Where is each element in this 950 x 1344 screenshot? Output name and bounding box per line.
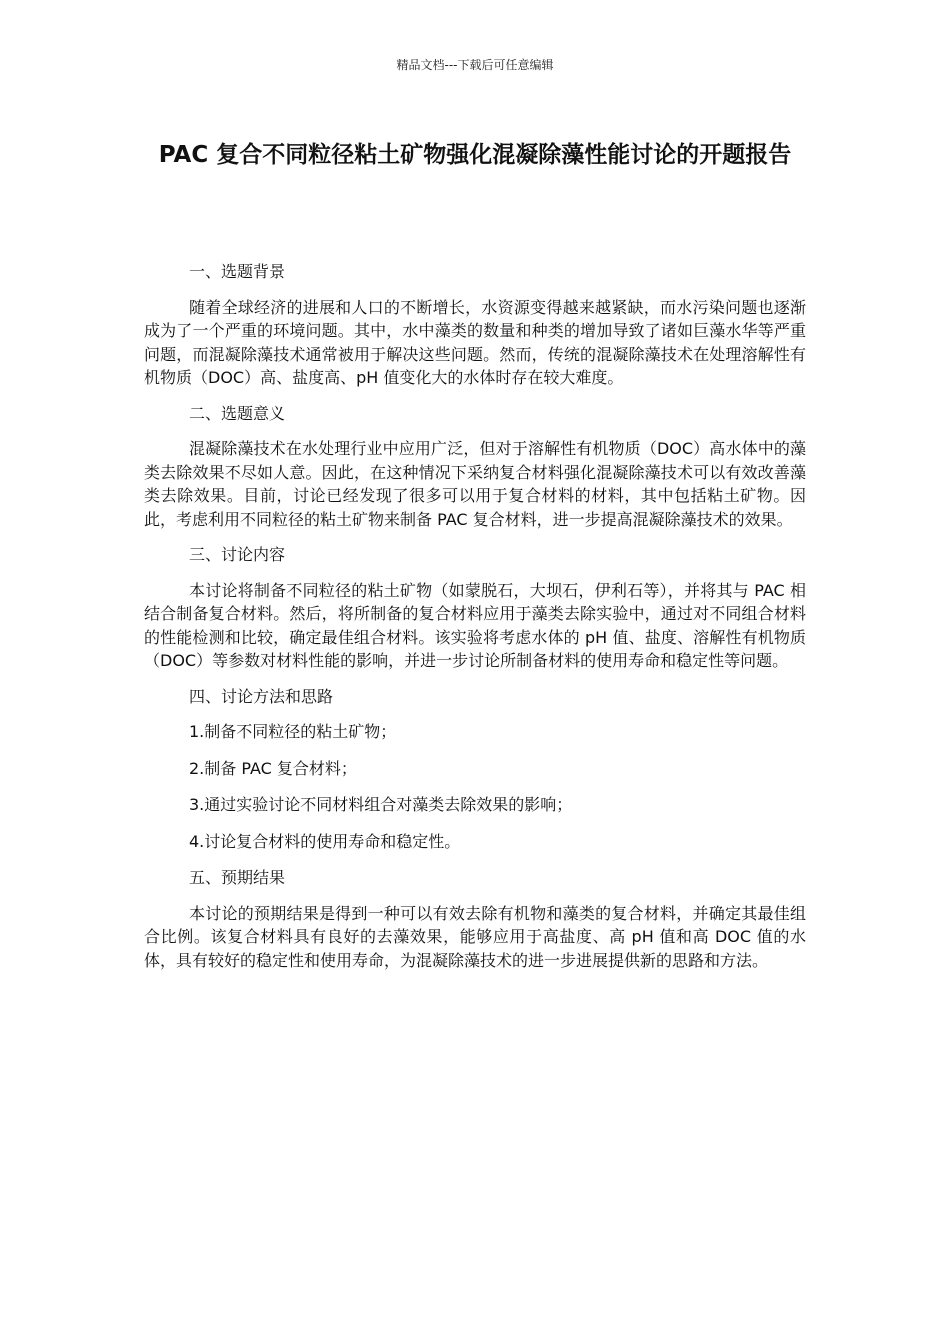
section-paragraph-significance: 混凝除藻技术在水处理行业中应用广泛，但对于溶解性有机物质（DOC）高水体中的藻类去除效果不尽如人意。因此，在这种情况下采纳复合材料强化混凝除藻技术可以有效改善藻类去除效果。目前，讨论已经发现了很多可以用于复合材料的材料，其中包括粘土矿物。因此，考虑利用不同粒径的粘土矿物来制备 PAC 复合材料，进一步提高混凝除藻技术的效果。 [144, 439, 806, 529]
section-heading-significance: 二、选题意义 [189, 403, 286, 423]
section-paragraph-background: 随着全球经济的进展和人口的不断增长，水资源变得越来越紧缺，而水污染问题也逐渐成为了一个严重的环境问题。其中，水中藻类的数量和种类的增加导致了诸如巨藻水华等严重问题，而混凝除藻技术通常被用于解决这些问题。然而，传统的混凝除藻技术在处理溶解性有机物质（DOC）高、盐度高、pH 值变化大的水体时存在较大难度。 [144, 297, 806, 387]
method-list-item: 2.制备 PAC 复合材料； [189, 758, 357, 778]
method-list-item: 4.讨论复合材料的使用寿命和稳定性。 [189, 831, 461, 851]
method-list-item: 3.通过实验讨论不同材料组合对藻类去除效果的影响； [189, 795, 573, 814]
section-paragraph-content: 本讨论将制备不同粒径的粘土矿物（如蒙脱石，大坝石，伊利石等），并将其与 PAC 相结合制备复合材料。然后，将所制备的复合材料应用于藻类去除实验中，通过对不同组合材料的性能检测和比较，确定最佳组合材料。该实验将考虑水体的 pH 值、盐度、溶解性有机物质（DOC）等参数对材料性能的影响，并进一步讨论所制备材料的使用寿命和稳定性等问题。 [144, 580, 806, 670]
section-heading-content: 三、讨论内容 [189, 545, 286, 564]
section-heading-background: 一、选题背景 [189, 262, 286, 281]
page-header: 精品文档---下载后可任意编辑 [396, 58, 554, 72]
method-list-item: 1.制备不同粒径的粘土矿物； [189, 722, 397, 741]
section-paragraph-expected-results: 本讨论的预期结果是得到一种可以有效去除有机物和藻类的复合材料，并确定其最佳组合比例。该复合材料具有良好的去藻效果，能够应用于高盐度、高 pH 值和高 DOC 值的水体，具有较好的稳定性和使用寿命，为混凝除藻技术的进一步进展提供新的思路和方法。 [144, 903, 806, 970]
section-heading-methods: 四、讨论方法和思路 [189, 686, 334, 706]
document-title: PAC 复合不同粒径粘土矿物强化混凝除藻性能讨论的开题报告 [158, 142, 792, 168]
document-body [144, 260, 806, 984]
section-heading-expected-results: 五、预期结果 [189, 868, 286, 887]
